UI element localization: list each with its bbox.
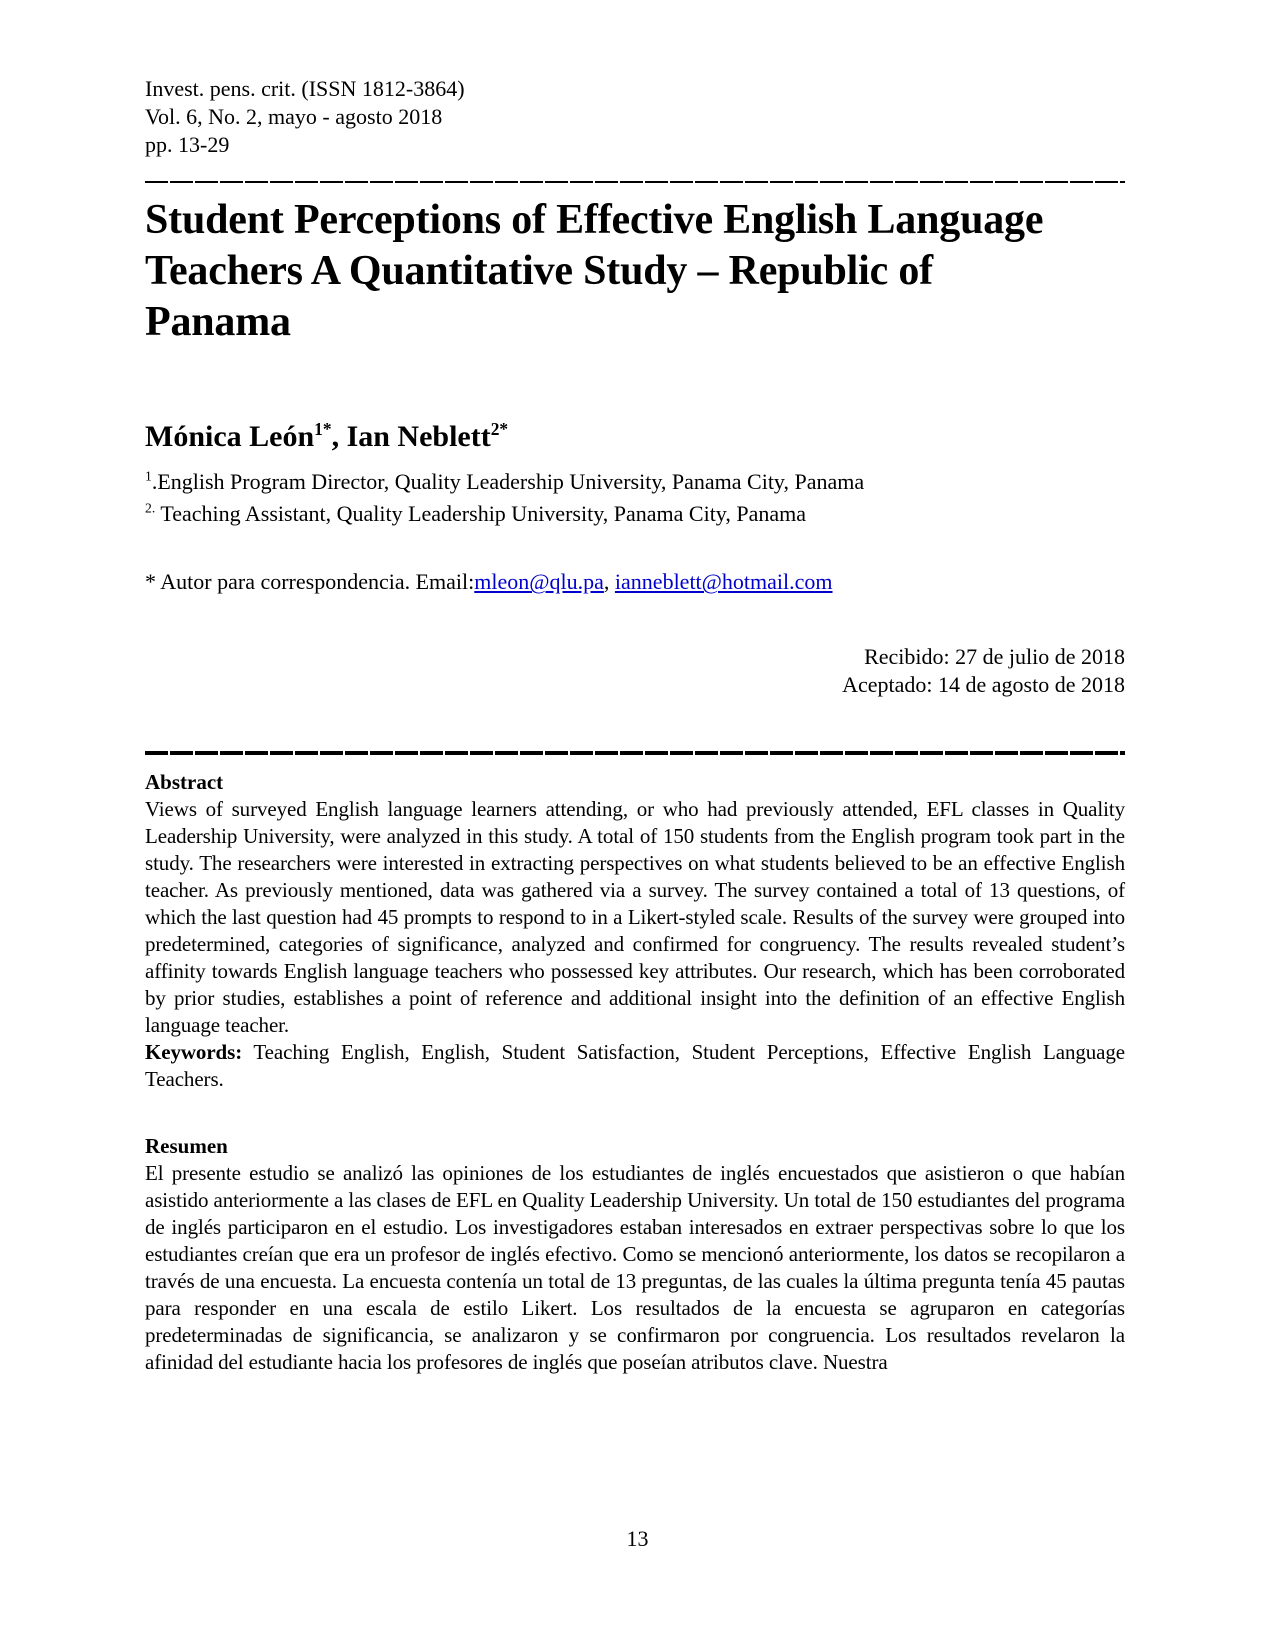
authors-separator: ,: [331, 419, 347, 453]
affiliation-1-superscript: 1: [145, 468, 152, 484]
journal-header: [145, 75, 1125, 159]
correspondence-prefix: * Autor para correspondencia. Email:: [145, 569, 475, 595]
affiliation-1: [145, 466, 1125, 498]
journal-pages-line: pp. 13-29: [145, 132, 230, 157]
journal-issn-line: Invest. pens. crit. (ISSN 1812-3864): [145, 76, 465, 101]
author-name-2: Ian Neblett: [346, 419, 491, 453]
author-superscript-1: 1*: [314, 418, 332, 439]
header-divider: [145, 181, 1125, 183]
keywords-label: Keywords:: [145, 1040, 243, 1065]
correspondence-line: [145, 569, 1125, 595]
journal-volume-line: Vol. 6, No. 2, mayo - agosto 2018: [145, 104, 443, 129]
received-date: Recibido: 27 de julio de 2018: [864, 644, 1125, 670]
keywords-text: Teaching English, English, Student Satisfaction, Student Perceptions, Effective English Language Teachers.: [145, 1040, 1125, 1092]
article-title: Student Perceptions of Effective English Language Teachers A Quantitative Study – Republic of Panama: [145, 197, 1044, 346]
correspondence-separator: ,: [603, 569, 615, 595]
resumen-paragraph: El presente estudio se analizó las opiniones de los estudiantes de inglés encuestados que asistieron o que habían asistido anteriormente a las clases de EFL en Quality Leadership University. Un total de 150 estudiantes del programa de inglés participaron en el estudio. Los investigadores estaban interesados en extraer perspectivas sobre lo que los estudiantes creían que era un profesor de inglés efectivo. Como se mencionó anteriormente, los datos se recopilaron a través de una encuesta. La encuesta contenía un total de 13 preguntas, de las cuales la última pregunta tenía 45 pautas para responder en una escala de estilo Likert. Los resultados de la encuesta se agruparon en categorías predeterminadas de significancia, se analizaron y se confirmaron por congruencia. Los resultados revelaron la afinidad del estudiante hacia los profesores de inglés que poseían atributos clave. Nuestra: [145, 1161, 1125, 1375]
author-name-1: Mónica León: [145, 419, 315, 453]
affiliation-1-text: .English Program Director, Quality Leadership University, Panama City, Panama: [151, 468, 865, 494]
email-link-1[interactable]: mleon@qlu.pa: [474, 569, 604, 595]
email-link-2[interactable]: ianneblett@hotmail.com: [614, 569, 833, 595]
authors-line: [145, 419, 1125, 454]
abstract-paragraph: Views of surveyed English language learners attending, or who had previously attended, EFL classes in Quality Leadership University, were analyzed in this study. A total of 150 students from the English program took part in the study. The researchers were interested in extracting perspectives on what students believed to be an effective English teacher. As previously mentioned, data was gathered via a survey. The survey contained a total of 13 questions, of which the last question had 45 prompts to respond to in a Likert-styled scale. Results of the survey were grouped into predetermined, categories of significance, analyzed and confirmed for congruency. The results revealed student’s affinity towards English language teachers who possessed key attributes. Our research, which has been corroborated by prior studies, establishes a point of reference and additional insight into the definition of an effective English language teacher.: [145, 797, 1125, 1038]
affiliation-2: [145, 498, 1125, 530]
accepted-date: Aceptado: 14 de agosto de 2018: [842, 672, 1125, 698]
abstract-divider: [145, 751, 1125, 755]
affiliations-block: [145, 466, 1125, 530]
abstract-heading: Abstract: [145, 770, 224, 795]
author-superscript-2: 2*: [490, 418, 509, 439]
page-number: 13: [626, 1526, 649, 1551]
keywords-line: [145, 1039, 1125, 1093]
resumen-heading: Resumen: [145, 1134, 228, 1159]
dates-block: [145, 643, 1125, 699]
affiliation-2-text: Teaching Assistant, Quality Leadership University, Panama City, Panama: [155, 500, 807, 526]
affiliation-2-superscript: 2.: [145, 500, 156, 516]
